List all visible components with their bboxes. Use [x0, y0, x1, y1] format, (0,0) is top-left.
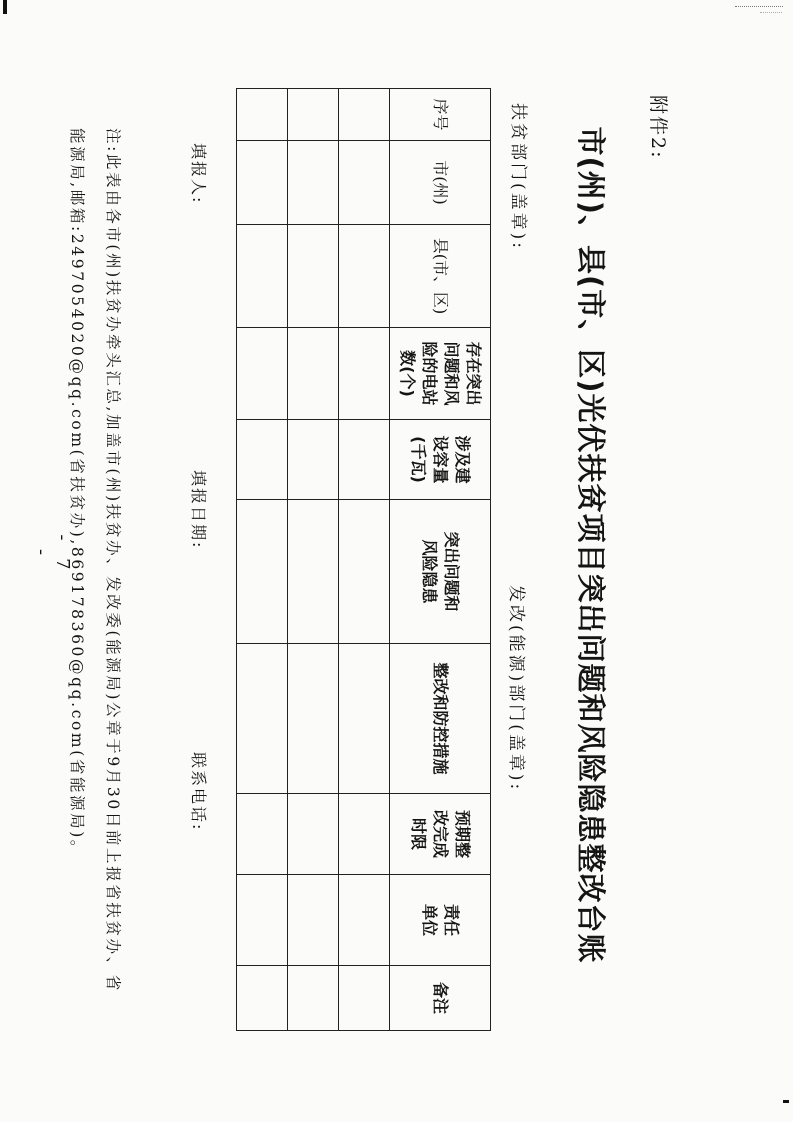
- table-cell: [237, 141, 288, 225]
- table-row: [288, 89, 339, 1031]
- table-cell: [288, 875, 339, 966]
- filler-field: 填报人:: [189, 143, 208, 205]
- header-cell-serial: [390, 89, 491, 141]
- table-row: [339, 89, 390, 1031]
- table-cell: [237, 328, 288, 420]
- header-label: 县(市、区): [431, 237, 450, 315]
- table-cell: [339, 89, 390, 141]
- poverty-dept-stamp-field: 扶贫部门(盖章):: [508, 103, 528, 251]
- table-cell: [339, 225, 390, 328]
- table-cell: [288, 644, 339, 794]
- table-cell: [339, 644, 390, 794]
- table-cell: [237, 875, 288, 966]
- table-cell: [339, 966, 390, 1031]
- header-label: 突出问题和 风险隐患: [420, 531, 461, 612]
- table-cell: [237, 966, 288, 1031]
- table-cell: [339, 141, 390, 225]
- header-cell-problems: [390, 500, 491, 644]
- table-cell: [288, 420, 339, 500]
- table-cell: [237, 794, 288, 875]
- header-label: 涉及建 设容量 (千瓦): [409, 435, 472, 484]
- rectification-ledger-table: [236, 88, 491, 1031]
- energy-dept-stamp-field: 发改(能源)部门(盖章):: [506, 585, 526, 793]
- table-cell: [237, 89, 288, 141]
- table-cell: [288, 141, 339, 225]
- header-label: 预期整 改完成 时限: [409, 809, 472, 858]
- page-number: - 7 -: [31, 534, 73, 576]
- header-label: 市(州): [431, 160, 450, 205]
- contact-phone-field: 联系电话:: [189, 752, 208, 832]
- header-cell-responsible: [390, 875, 491, 966]
- table-row: [237, 89, 288, 1031]
- table-cell: [339, 420, 390, 500]
- footnote: 注:此表由各市(州)扶贫办牵头汇总,加盖市(州)扶贫办、发改委(能源局)公章于9月30日前上报省扶贫办、省能源局,邮箱:2497054020@qq.com(省扶贫办),869178360@qq.com(省能源局)。: [68, 128, 122, 993]
- table-cell: [288, 89, 339, 141]
- header-cell-city: [390, 141, 491, 225]
- table-cell: [237, 500, 288, 644]
- table-cell: [339, 328, 390, 420]
- table-cell: [288, 328, 339, 420]
- header-label: 存在突出 问题和风 险的电站 数(个): [398, 341, 483, 406]
- header-cell-station-count: [390, 328, 491, 420]
- fill-date-field: 填报日期:: [189, 470, 208, 550]
- header-cell-measures: [390, 644, 491, 794]
- table-cell: [288, 500, 339, 644]
- table-cell: [288, 225, 339, 328]
- document-title: 市(州)、县(市、区)光伏扶贫项目突出问题和风险隐患整改台账: [574, 126, 608, 964]
- table-cell: [237, 644, 288, 794]
- header-cell-county: [390, 225, 491, 328]
- table-cell: [237, 420, 288, 500]
- table-cell: [339, 500, 390, 644]
- header-cell-capacity: [390, 420, 491, 500]
- header-cell-deadline: [390, 794, 491, 875]
- attachment-label: 附件2:: [647, 95, 669, 160]
- table-header-row: [390, 89, 491, 1031]
- header-label: 整改和防控措施: [431, 662, 450, 775]
- table-cell: [237, 225, 288, 328]
- header-label: 备注: [431, 981, 450, 1014]
- table-cell: [339, 875, 390, 966]
- header-label: 责任 单位: [420, 903, 461, 936]
- table-cell: [288, 966, 339, 1031]
- table-cell: [339, 794, 390, 875]
- header-label: 序号: [431, 98, 450, 131]
- header-cell-remarks: [390, 966, 491, 1031]
- table-cell: [288, 794, 339, 875]
